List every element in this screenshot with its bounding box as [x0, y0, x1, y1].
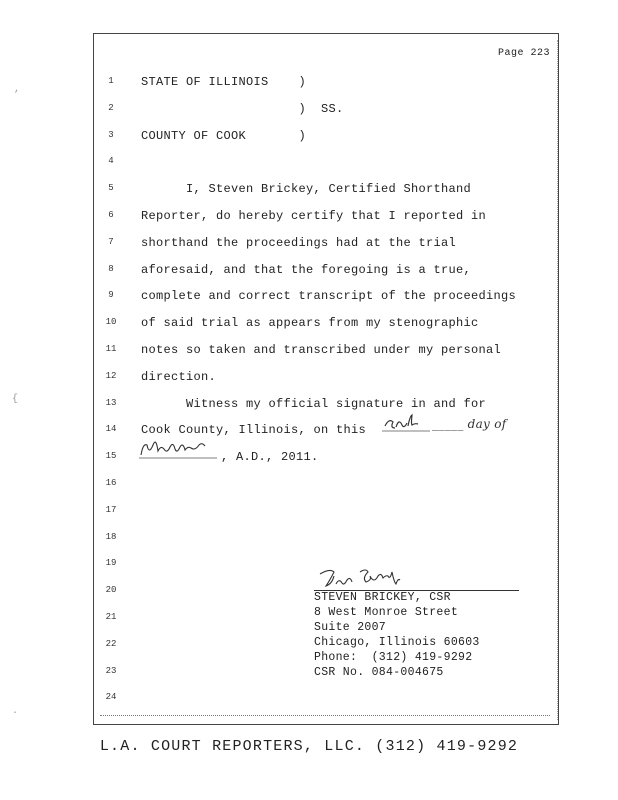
line-number: 19	[105, 558, 117, 569]
line-number: 9	[108, 290, 114, 301]
line-number: 11	[105, 344, 117, 354]
scan-speck: ,	[14, 84, 21, 95]
line-number: 20	[105, 585, 117, 596]
line-number: 14	[105, 424, 117, 435]
line-text: Witness my official signature in and for	[141, 396, 487, 411]
scan-speck: {	[12, 394, 19, 405]
reporter-line: Phone: (312) 419-9292	[314, 651, 473, 664]
line-text: COUNTY OF COOK )	[141, 128, 307, 143]
reporter-line: STEVEN BRICKEY, CSR	[314, 591, 451, 604]
line-text: , A.D., 2011.	[221, 450, 319, 465]
line-number: 21	[105, 612, 117, 622]
line-number: 5	[108, 183, 114, 194]
line-number: 2	[108, 102, 114, 113]
line-number: 24	[105, 692, 117, 703]
line-number: 18	[105, 531, 117, 542]
line-number: 8	[108, 263, 114, 274]
reporter-line: CSR No. 084-004675	[314, 666, 444, 679]
line-number: 23	[105, 665, 117, 676]
line-number: 3	[108, 129, 114, 140]
line-number: 12	[105, 370, 117, 381]
line-text: direction.	[141, 369, 217, 384]
scan-speck: .	[12, 706, 19, 717]
day-blank: _____ day of	[432, 417, 507, 431]
line-text: STATE OF ILLINOIS )	[141, 75, 307, 89]
line-number: 6	[108, 210, 114, 220]
line-text: ) SS.	[141, 101, 344, 116]
line-number: 13	[105, 397, 117, 408]
line-number: 22	[105, 638, 117, 649]
line-text: complete and correct transcript of the proceedings	[141, 289, 517, 304]
page-number: Page 223	[497, 48, 550, 59]
line-text: shorthand the proceedings had at the trial	[141, 235, 457, 250]
line-text: Cook County, Illinois, on this	[141, 423, 367, 438]
line-number: 7	[108, 236, 114, 247]
reporter-line: 8 West Monroe Street	[314, 606, 459, 619]
line-text: notes so taken and transcribed under my personal	[141, 343, 502, 357]
line-number: 4	[108, 156, 114, 167]
line-text: Reporter, do hereby certify that I reported in	[141, 209, 487, 223]
line-number: 17	[105, 504, 117, 515]
page-frame	[93, 33, 559, 725]
line-number: 1	[108, 76, 114, 86]
bottom-rule	[100, 715, 550, 716]
handwritten-day	[382, 412, 432, 434]
line-number: 16	[105, 478, 117, 488]
reporter-line: Chicago, Illinois 60603	[314, 636, 480, 649]
line-text: aforesaid, and that the foregoing is a true,	[141, 262, 472, 277]
line-text: of said trial as appears from my stenographic	[141, 316, 479, 331]
line-text: I, Steven Brickey, Certified Shorthand	[141, 182, 472, 197]
line-number: 10	[105, 317, 117, 328]
reporter-line: Suite 2007	[314, 621, 387, 634]
line-number: 15	[105, 451, 117, 462]
footer: L.A. COURT REPORTERS, LLC. (312) 419-9292	[99, 738, 519, 755]
handwritten-month	[139, 438, 219, 462]
